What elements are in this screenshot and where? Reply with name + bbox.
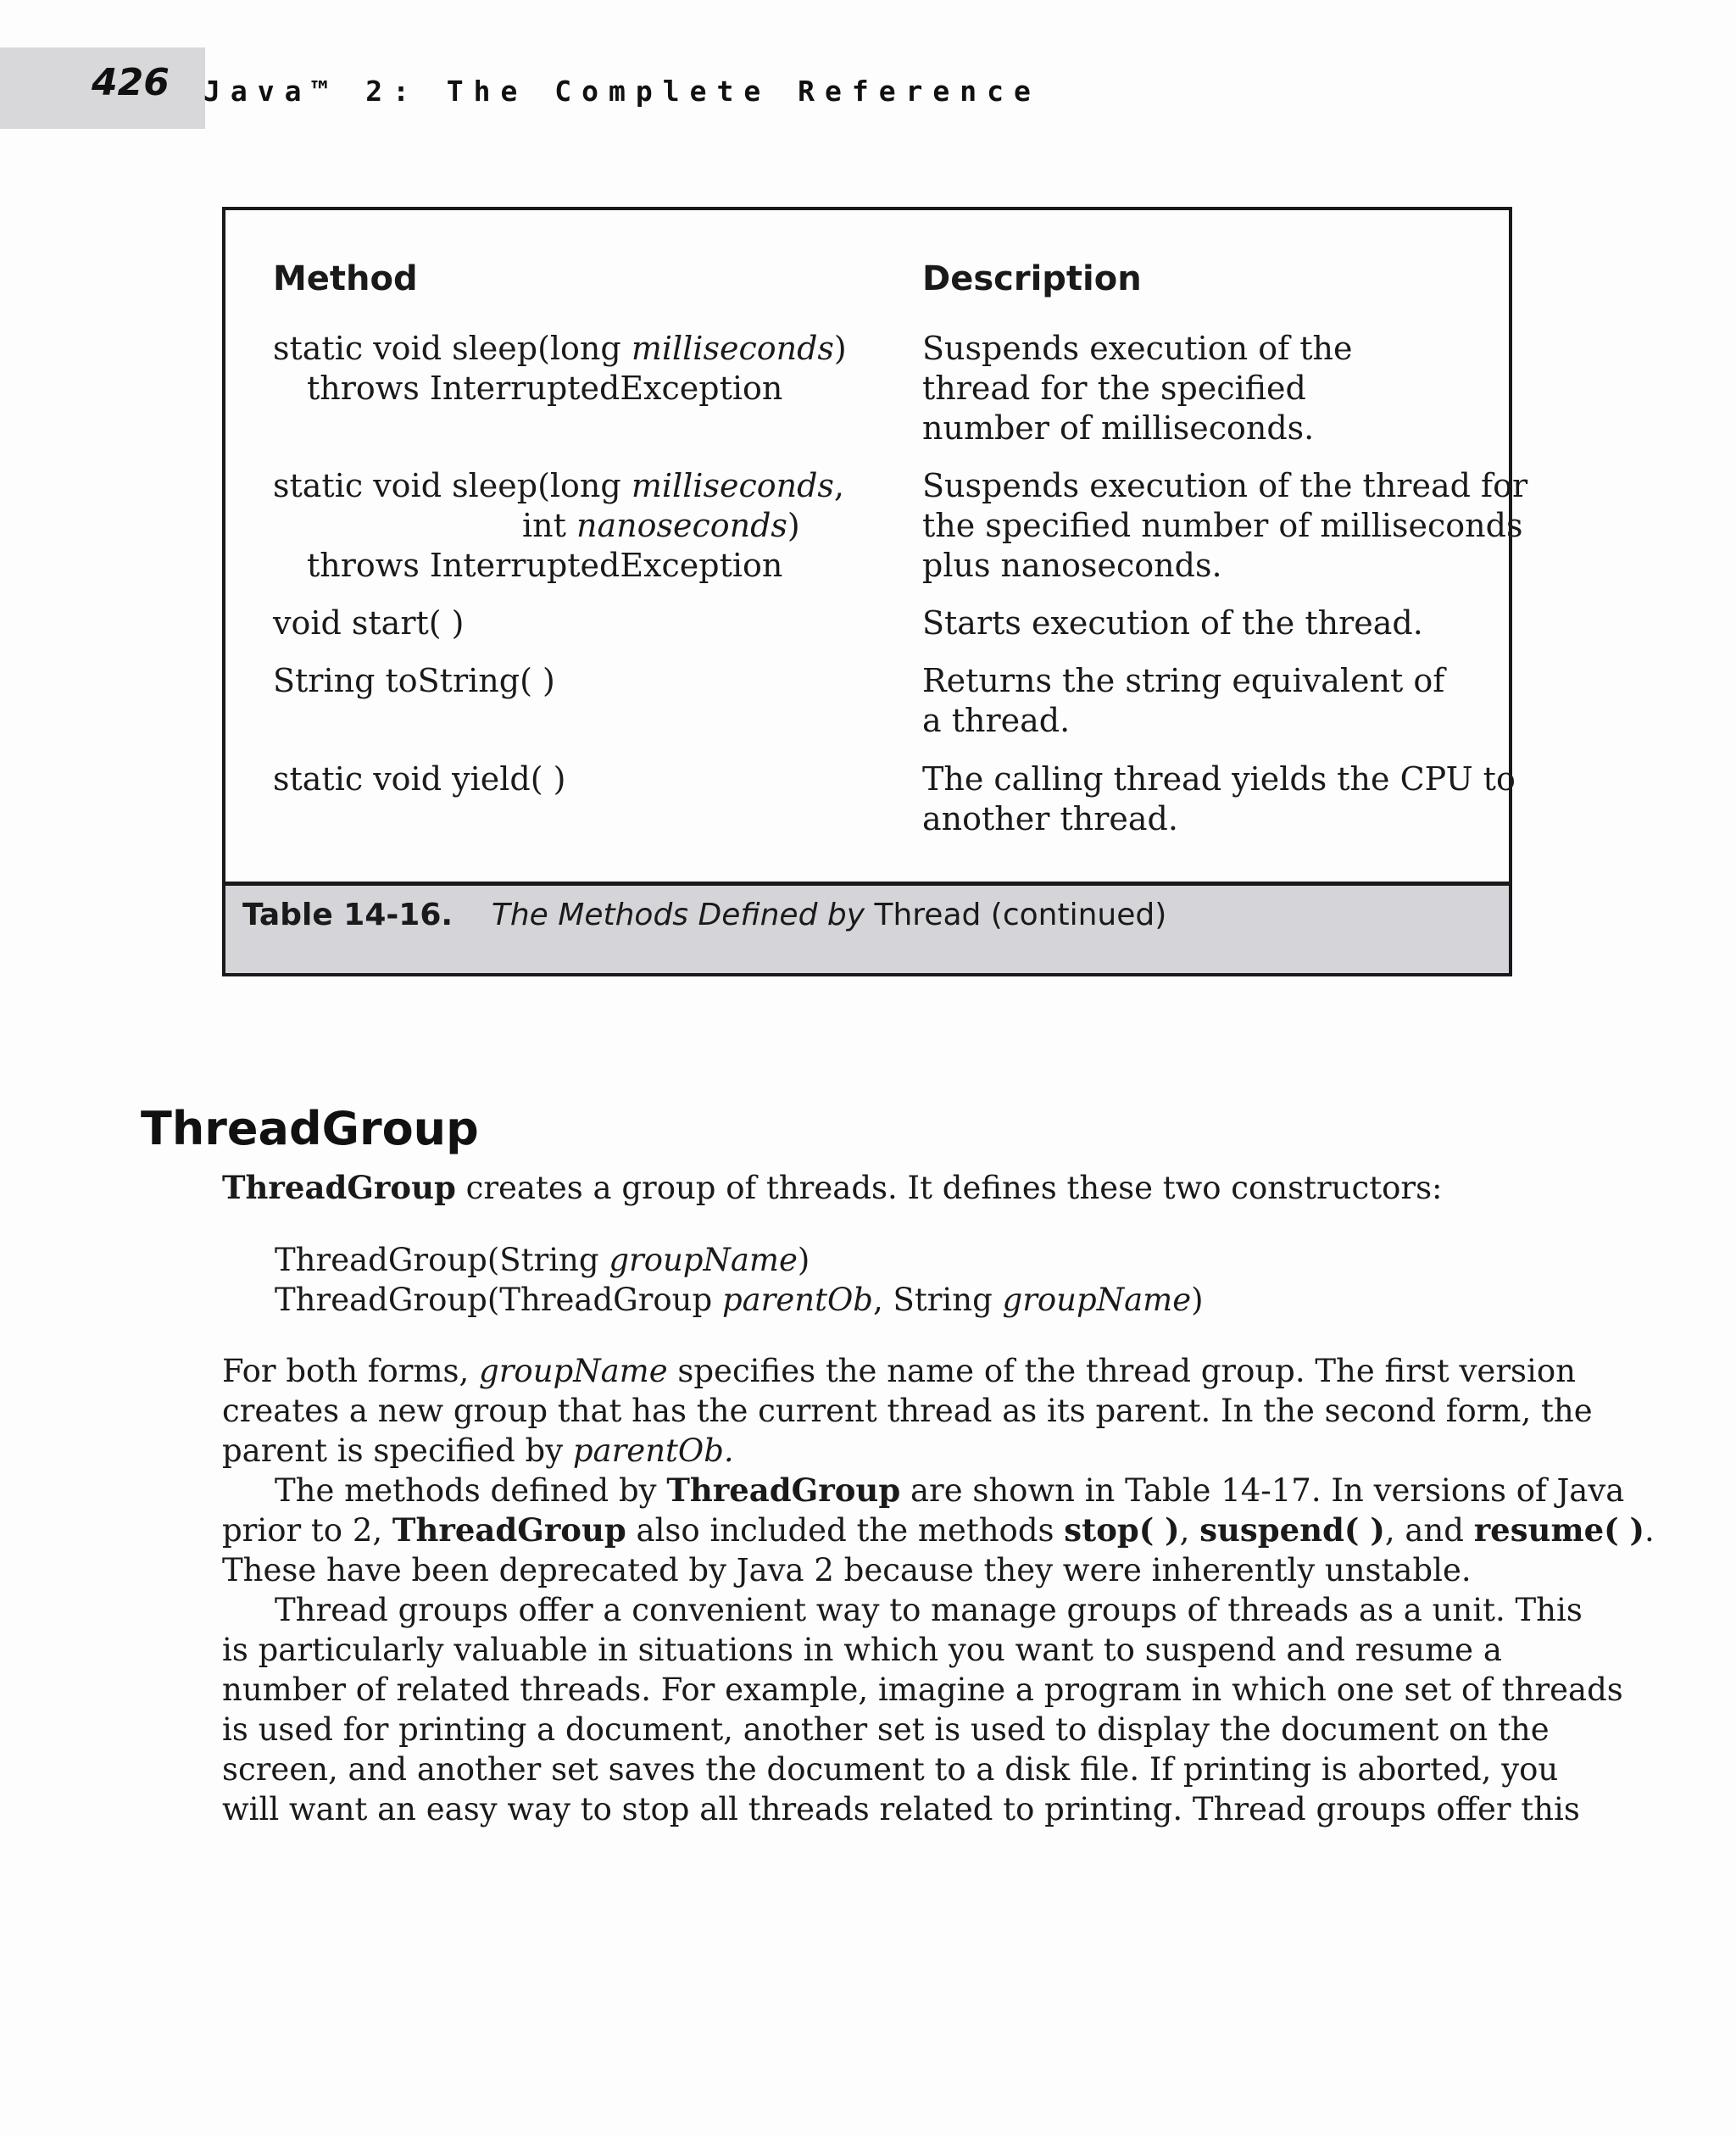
paragraph-line: These have been deprecated by Java 2 because they were inherently unstable. — [222, 1552, 1472, 1588]
table-row-description: another thread. — [922, 800, 1178, 837]
table-row-description: plus nanoseconds. — [922, 547, 1222, 584]
section-heading: ThreadGroup — [141, 1102, 479, 1155]
page-number: 426 — [92, 61, 170, 104]
constructor-signature: ThreadGroup(ThreadGroup parentOb, String groupName) — [275, 1282, 1204, 1318]
table-caption-bar — [225, 882, 1509, 973]
table-caption: Table 14-16. The Methods Defined by Thread (continued) — [242, 898, 1167, 932]
paragraph-line: is used for printing a document, another set is used to display the document on the — [222, 1711, 1550, 1748]
column-header-method: Method — [273, 259, 418, 298]
table-row-description: thread for the specified — [922, 370, 1306, 407]
paragraph-line: The methods defined by ThreadGroup are shown in Table 14-17. In versions of Java — [275, 1471, 1625, 1509]
table-row-method: static void sleep(long milliseconds) — [273, 330, 847, 367]
paragraph-line: Thread groups offer a convenient way to manage groups of threads as a unit. This — [275, 1592, 1583, 1628]
paragraph-line: creates a new group that has the current thread as its parent. In the second form, the — [222, 1393, 1593, 1429]
table-row-description: Suspends execution of the — [922, 330, 1353, 367]
table-row-description: Starts execution of the thread. — [922, 604, 1423, 642]
table-row-description: number of milliseconds. — [922, 409, 1315, 447]
paragraph-line: parent is specified by parentOb. — [222, 1432, 734, 1469]
paragraph-line: will want an easy way to stop all threads related to printing. Thread groups offer this — [222, 1791, 1580, 1827]
paragraph-line: prior to 2, ThreadGroup also included the methods stop( ), suspend( ), and resume( ). — [222, 1511, 1655, 1549]
table-row-method: void start( ) — [273, 604, 465, 642]
table-row-description: the specified number of milliseconds — [922, 507, 1523, 544]
table-row-method-continuation: throws InterruptedException — [307, 547, 783, 584]
table-row-method: static void yield( ) — [273, 760, 566, 798]
running-title: Java™ 2: The Complete Reference — [203, 75, 1041, 108]
table-row-description: The calling thread yields the CPU to — [922, 760, 1516, 798]
table-row-method-continuation: int nanoseconds) — [522, 507, 800, 544]
table-row-description: a thread. — [922, 702, 1071, 739]
paragraph-line: is particularly valuable in situations in which you want to suspend and resume a — [222, 1632, 1502, 1668]
table-row-method: String toString( ) — [273, 662, 555, 699]
paragraph-line: screen, and another set saves the document to a disk file. If printing is aborted, you — [222, 1751, 1559, 1788]
paragraph-line: number of related threads. For example, imagine a program in which one set of threads — [222, 1672, 1623, 1708]
intro-paragraph: ThreadGroup creates a group of threads. It defines these two constructors: — [222, 1169, 1443, 1206]
methods-table — [222, 207, 1528, 976]
table-body — [225, 210, 1528, 882]
constructor-signature: ThreadGroup(String groupName) — [275, 1242, 810, 1278]
column-header-description: Description — [922, 259, 1142, 298]
table-row-method-continuation: throws InterruptedException — [307, 370, 783, 407]
table-row-description: Returns the string equivalent of — [922, 662, 1445, 699]
table-row-description: Suspends execution of the thread for — [922, 467, 1528, 504]
paragraph-line: For both forms, groupName specifies the name of the thread group. The first version — [222, 1353, 1576, 1389]
table-row-method: static void sleep(long milliseconds, — [273, 467, 845, 504]
